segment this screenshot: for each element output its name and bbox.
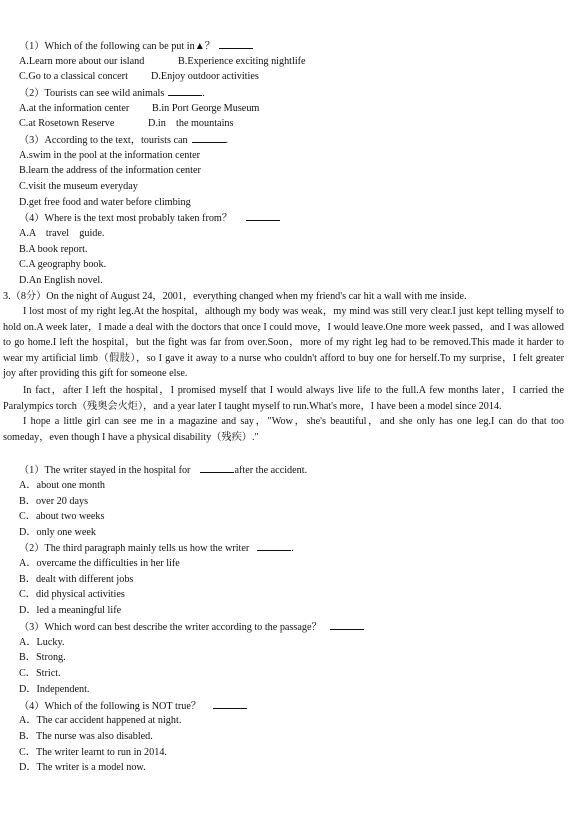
option-b[interactable]: B.learn the address of the information center	[19, 165, 201, 176]
option-b[interactable]: B.Experience exciting nightlife	[178, 56, 306, 67]
answer-blank[interactable]	[192, 133, 226, 143]
question-text: （2）Tourists can see wild animals	[19, 88, 165, 99]
answer-blank[interactable]	[257, 541, 291, 551]
question-text: （3）Which word can best describe the writer according to the passage？	[19, 622, 322, 633]
question-text: （3）According to the text，tourists can	[19, 135, 188, 146]
answer-blank[interactable]	[168, 86, 202, 96]
question-1-4	[19, 211, 280, 225]
answer-blank[interactable]	[213, 699, 247, 709]
option-a[interactable]: A.swim in the pool at the information center	[19, 150, 201, 161]
option-b[interactable]: B．Strong.	[19, 652, 66, 663]
option-b[interactable]: B.in Port George Museum	[152, 103, 260, 114]
option-b[interactable]: B．The nurse was also disabled.	[19, 731, 153, 742]
passage-paragraph-1: I lost most of my right leg.At the hospital，although my body was weak，my mind was still very clear.I just kept telling myself to hold on.A week later，I made a deal with the doctors that once I could move，I would leave.One more week passed，and I was allowed to go home.I left the hospital，but the fight was far from over.Soon，more of my right leg had to be removed.This made it harder to wear my artificial limb（假肢），so I gave it away to a nurse who couldn't afford to buy one for herself.To my surprise，I felt greater joy after providing this gift for someone else.	[3, 306, 564, 380]
option-d[interactable]: D.Enjoy outdoor activities	[151, 71, 259, 82]
option-b[interactable]: B.A book report.	[19, 244, 88, 255]
option-d[interactable]: D.in the mountains	[148, 118, 234, 129]
option-a[interactable]: A.A travel guide.	[19, 228, 105, 239]
option-d[interactable]: D．The writer is a model now.	[19, 762, 146, 773]
passage-paragraph-3: I hope a little girl can see me in a magazine and say，"Wow，she's beautiful，and she only has one leg.I can do that too someday，even though I have a physical disability（残疾）."	[3, 416, 564, 443]
option-a[interactable]: A．The car accident happened at night.	[19, 715, 182, 726]
option-c[interactable]: C．about two weeks	[19, 511, 105, 522]
option-c[interactable]: C．did physical activities	[19, 589, 125, 600]
question-1-1	[19, 39, 253, 53]
answer-blank[interactable]	[219, 39, 253, 49]
question-3-1	[19, 463, 307, 477]
option-d[interactable]: D.An English novel.	[19, 275, 103, 286]
option-a[interactable]: A.Learn more about our island	[19, 56, 145, 67]
answer-blank[interactable]	[200, 463, 234, 473]
option-a[interactable]: A．overcame the difficulties in her life	[19, 558, 180, 569]
question-text-post: after the accident.	[234, 465, 308, 476]
option-b[interactable]: B．over 20 days	[19, 496, 89, 507]
answer-blank[interactable]	[246, 211, 280, 221]
question-text-pre: （1）The writer stayed in the hospital for	[19, 465, 191, 476]
answer-blank[interactable]	[330, 620, 364, 630]
question-text: （2）The third paragraph mainly tells us how the writer	[19, 543, 250, 554]
question-3-3	[19, 620, 364, 634]
option-a[interactable]: A．about one month	[19, 480, 106, 491]
option-c[interactable]: C.at Rosetown Reserve	[19, 118, 115, 129]
option-d[interactable]: D．led a meaningful life	[19, 605, 122, 616]
option-c[interactable]: C.A geography book.	[19, 259, 107, 270]
option-c[interactable]: C．The writer learnt to run in 2014.	[19, 747, 167, 758]
option-d[interactable]: D．only one week	[19, 527, 96, 538]
passage-paragraph-2: In fact，after I left the hospital，I promised myself that I would always live life to the full.A few months later，I carried the Paralympics torch（残奥会火炬），and a year later I taught myself to run.What's more，I have been a model since 2014.	[3, 385, 564, 412]
question-1-2: （2）Tourists can see wild animals .	[19, 88, 205, 99]
question-text: （4）Which of the following is NOT true？	[19, 701, 202, 712]
question-text: （1）Which of the following can be put in▲？	[19, 41, 215, 52]
option-d[interactable]: D.get free food and water before climbing	[19, 197, 191, 208]
question-1-3: （3）According to the text，tourists can .	[19, 135, 229, 146]
option-b[interactable]: B．dealt with different jobs	[19, 574, 134, 585]
question-text: （4）Where is the text most probably taken from？	[19, 213, 233, 224]
option-a[interactable]: A.at the information center	[19, 103, 130, 114]
option-c[interactable]: C.Go to a classical concert	[19, 71, 128, 82]
option-c[interactable]: C．Strict.	[19, 668, 61, 679]
option-a[interactable]: A．Lucky.	[19, 637, 65, 648]
section-3-header: 3.（8分）On the night of August 24，2001，everything changed when my friend's car hit a wall with me inside.	[3, 291, 467, 302]
question-3-4	[19, 699, 247, 713]
option-c[interactable]: C.visit the museum everyday	[19, 181, 138, 192]
question-3-2: （2）The third paragraph mainly tells us how the writer .	[19, 543, 294, 554]
option-d[interactable]: D．Independent.	[19, 684, 90, 695]
